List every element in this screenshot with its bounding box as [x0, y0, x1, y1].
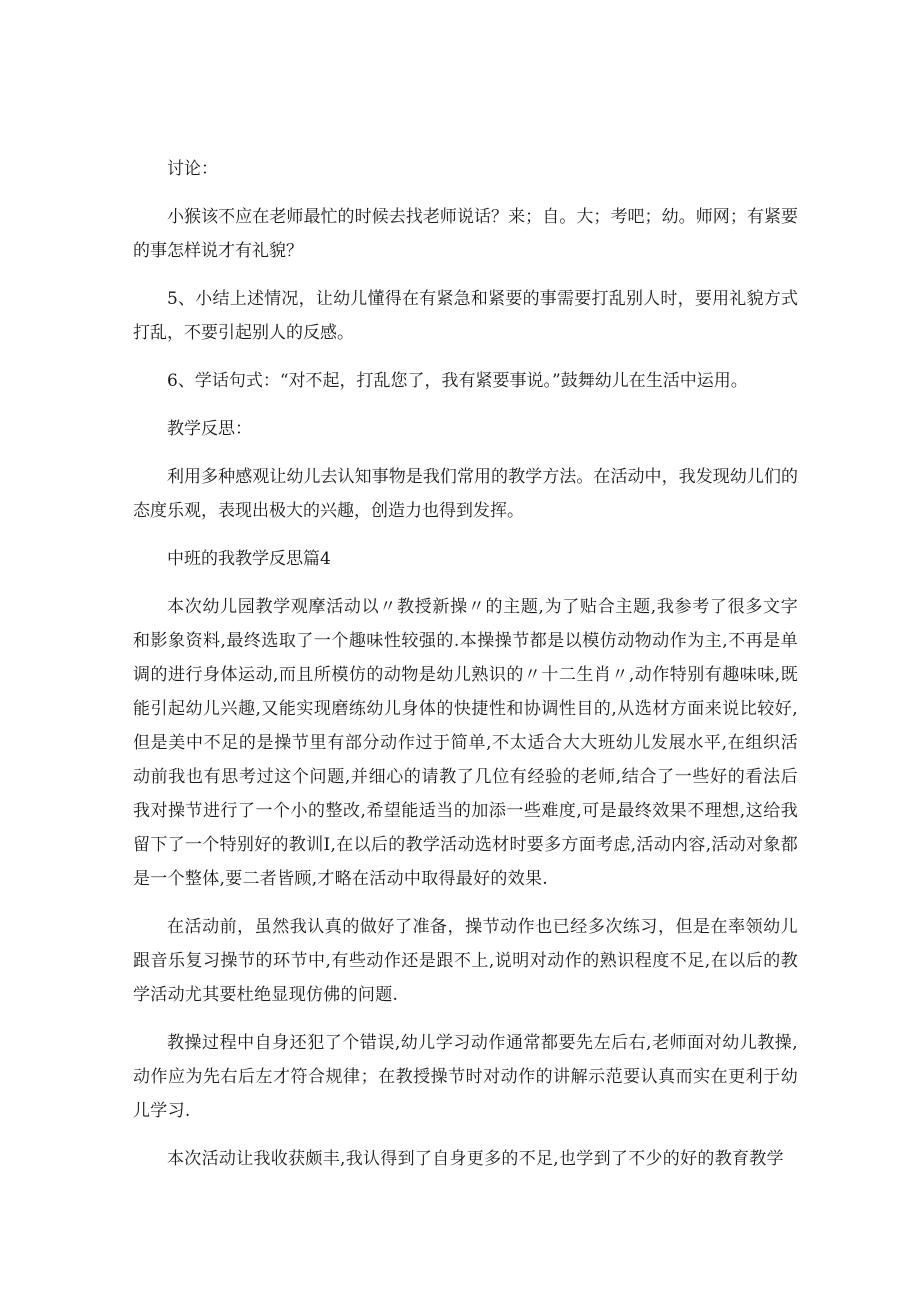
paragraph-reflection-heading: 教学反思： [167, 419, 252, 439]
paragraph-step-5: 5、小结上述情况，让幼儿懂得在有紧急和紧要的事需要打乱别人时，要用礼貌方式打乱，不要引起别人的反感。 [133, 289, 798, 343]
paragraph-body-3: 教操过程中自身还犯了个错误,幼儿学习动作通常都要先左后右,老师面对幼儿教操,动作应为先右后左才符合规律；在教授操节时对动作的讲解示范要认真而实在更利于幼儿学习. [133, 1033, 798, 1121]
paragraph-body-1: 本次幼儿园教学观摩活动以〃教授新操〃的主题,为了贴合主题,我参考了很多文字和影象资料,最终选取了一个趣味性较强的.本操操节都是以模仿动物动作为主,不再是单调的进行身体运动,而且所模仿的动物是幼儿熟识的〃十二生肖〃,动作特别有趣味味,既能引起幼儿兴趣,又能实现磨练幼儿身体的快捷性和协调性目的,从选材方面来说比较好,但是美中不足的是操节里有部分动作过于简单,不太适合大大班幼儿发展水平,在组织活动前我也有思考过这个问题,并细心的请教了几位有经验的老师,结合了一些好的看法后我对操节进行了一个小的整改,希望能适当的加添一些难度,可是最终效果不理想,这给我留下了一个特别好的教训I,在以后的教学活动选材时要多方面考虑,活动内容,活动对象都是一个整体,要二者皆顾,才略在活动中取得最好的效果. [133, 597, 798, 889]
paragraph-discussion-heading: 讨论： [167, 159, 218, 179]
paragraph-body-2: 在活动前，虽然我认真的做好了准备，操节动作也已经多次练习，但是在率领幼儿跟音乐复习操节的环节中,有些动作还是跟不上,说明对动作的熟识程度不足,在以后的教学活动尤其要杜绝显现仿佛的问题. [133, 917, 798, 1005]
paragraph-body-4: 本次活动让我收获颇丰,我认得到了自身更多的不足,也学到了不少的好的教育教学 [167, 1149, 784, 1169]
paragraph-reflection-text: 利用多种感观让幼儿去认知事物是我们常用的教学方法。在活动中，我发现幼儿们的态度乐观，表现出极大的兴趣，创造力也得到发挥。 [133, 467, 798, 521]
paragraph-discussion-question: 小猴该不应在老师最忙的时候去找老师说话？来；自。大；考吧；幼。师网；有紧要的事怎样说才有礼貌？ [133, 207, 798, 261]
paragraph-section-title: 中班的我教学反思篇4 [167, 549, 331, 569]
paragraph-step-6: 6、学话句式：“对不起，打乱您了，我有紧要事说。”鼓舞幼儿在生活中运用。 [167, 371, 748, 391]
document-body [133, 152, 798, 1190]
